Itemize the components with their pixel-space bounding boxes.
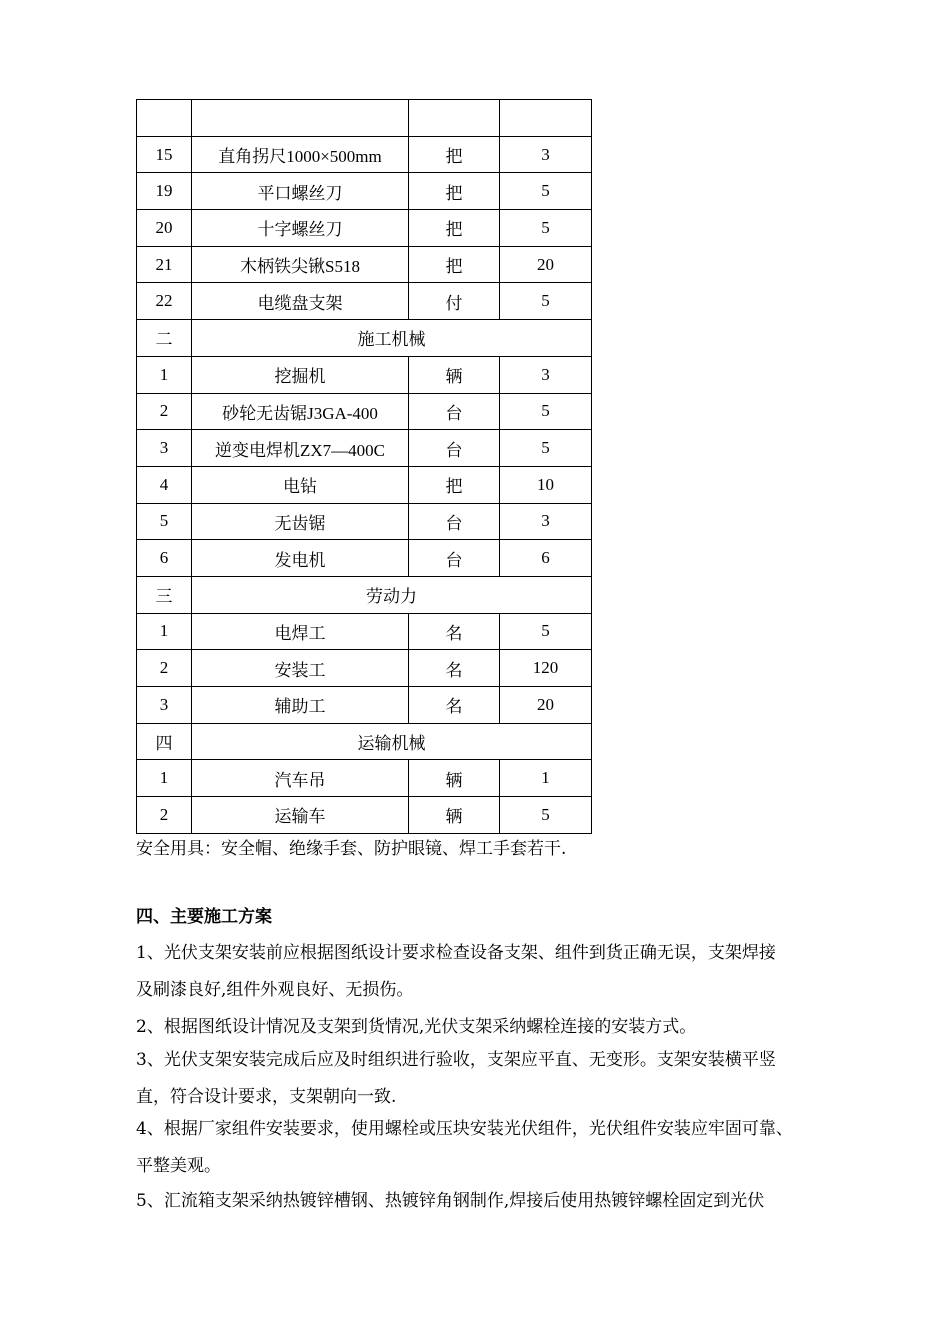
cell-name: 挖掘机 <box>192 356 409 393</box>
cell-no: 4 <box>137 466 192 503</box>
table-row <box>137 687 592 724</box>
safety-note: 安全用具：安全帽、绝缘手套、防护眼镜、焊工手套若干. <box>136 839 567 859</box>
table-section-row <box>137 576 592 613</box>
cell-qty: 10 <box>500 466 592 503</box>
cell-no: 四 <box>137 723 192 760</box>
cell-no: 3 <box>137 430 192 467</box>
cell-no: 21 <box>137 246 192 283</box>
cell-no <box>137 100 192 137</box>
cell-name: 汽车吊 <box>192 760 409 797</box>
table-row <box>137 760 592 797</box>
cell-qty: 5 <box>500 173 592 210</box>
cell-no: 3 <box>137 687 192 724</box>
cell-unit: 把 <box>409 136 500 173</box>
cell-no: 19 <box>137 173 192 210</box>
table-row <box>137 650 592 687</box>
table-row <box>137 173 592 210</box>
cell-no: 1 <box>137 613 192 650</box>
table-row <box>137 466 592 503</box>
table-section-row <box>137 320 592 357</box>
cell-no: 2 <box>137 797 192 834</box>
cell-unit: 台 <box>409 540 500 577</box>
cell-name: 辅助工 <box>192 687 409 724</box>
cell-name: 电钻 <box>192 466 409 503</box>
cell-name: 无齿锯 <box>192 503 409 540</box>
cell-qty: 3 <box>500 136 592 173</box>
table-row <box>137 136 592 173</box>
cell-no: 二 <box>137 320 192 357</box>
table-row <box>137 100 592 137</box>
section-heading: 四、主要施工方案 <box>136 907 272 927</box>
equipment-table-body <box>137 100 592 834</box>
paragraph-line: 4、根据厂家组件安装要求，使用螺栓或压块安装光伏组件，光伏组件安装应牢固可靠、 <box>136 1119 793 1139</box>
cell-qty: 5 <box>500 430 592 467</box>
cell-no: 22 <box>137 283 192 320</box>
cell-qty: 5 <box>500 210 592 247</box>
cell-name: 十字螺丝刀 <box>192 210 409 247</box>
table-row <box>137 210 592 247</box>
cell-qty: 120 <box>500 650 592 687</box>
table-row <box>137 613 592 650</box>
paragraph-line: 平整美观。 <box>136 1156 221 1176</box>
cell-name: 直角拐尺1000×500mm <box>192 136 409 173</box>
cell-name: 逆变电焊机ZX7—400C <box>192 430 409 467</box>
cell-unit: 把 <box>409 173 500 210</box>
cell-qty: 3 <box>500 503 592 540</box>
cell-qty: 20 <box>500 687 592 724</box>
cell-no: 1 <box>137 356 192 393</box>
cell-unit: 台 <box>409 503 500 540</box>
cell-name: 安装工 <box>192 650 409 687</box>
cell-section-title: 施工机械 <box>192 320 592 357</box>
cell-unit: 把 <box>409 246 500 283</box>
cell-unit: 把 <box>409 210 500 247</box>
cell-unit: 名 <box>409 650 500 687</box>
table-row <box>137 430 592 467</box>
cell-qty: 3 <box>500 356 592 393</box>
cell-no: 2 <box>137 393 192 430</box>
cell-unit: 付 <box>409 283 500 320</box>
cell-qty: 5 <box>500 613 592 650</box>
cell-name: 平口螺丝刀 <box>192 173 409 210</box>
cell-unit: 辆 <box>409 797 500 834</box>
cell-qty <box>500 100 592 137</box>
table-row <box>137 797 592 834</box>
cell-qty: 6 <box>500 540 592 577</box>
cell-name: 运输车 <box>192 797 409 834</box>
table-row <box>137 356 592 393</box>
table-section-row <box>137 723 592 760</box>
cell-no: 6 <box>137 540 192 577</box>
cell-name: 木柄铁尖锹S518 <box>192 246 409 283</box>
paragraph-line: 直，符合设计要求，支架朝向一致. <box>136 1087 397 1107</box>
cell-no: 15 <box>137 136 192 173</box>
cell-unit: 辆 <box>409 760 500 797</box>
equipment-table <box>136 99 592 834</box>
cell-name: 砂轮无齿锯J3GA-400 <box>192 393 409 430</box>
cell-no: 20 <box>137 210 192 247</box>
cell-name: 发电机 <box>192 540 409 577</box>
cell-qty: 5 <box>500 797 592 834</box>
cell-unit: 名 <box>409 613 500 650</box>
cell-section-title: 劳动力 <box>192 576 592 613</box>
cell-name: 电焊工 <box>192 613 409 650</box>
cell-name <box>192 100 409 137</box>
cell-qty: 5 <box>500 283 592 320</box>
cell-unit: 台 <box>409 393 500 430</box>
cell-qty: 20 <box>500 246 592 283</box>
paragraph-line: 3、光伏支架安装完成后应及时组织进行验收，支架应平直、无变形。支架安装横平竖 <box>136 1050 776 1070</box>
cell-name: 电缆盘支架 <box>192 283 409 320</box>
paragraph-line: 5、汇流箱支架采纳热镀锌槽钢、热镀锌角钢制作,焊接后使用热镀锌螺栓固定到光伏 <box>136 1191 765 1211</box>
table-row <box>137 283 592 320</box>
table-row <box>137 503 592 540</box>
cell-unit: 名 <box>409 687 500 724</box>
cell-unit: 辆 <box>409 356 500 393</box>
table-row <box>137 393 592 430</box>
cell-no: 三 <box>137 576 192 613</box>
paragraph-line: 及刷漆良好,组件外观良好、无损伤。 <box>136 980 414 1000</box>
cell-no: 5 <box>137 503 192 540</box>
paragraph-line: 1、光伏支架安装前应根据图纸设计要求检查设备支架、组件到货正确无误，支架焊接 <box>136 943 776 963</box>
cell-unit <box>409 100 500 137</box>
cell-section-title: 运输机械 <box>192 723 592 760</box>
cell-no: 2 <box>137 650 192 687</box>
cell-unit: 台 <box>409 430 500 467</box>
cell-qty: 5 <box>500 393 592 430</box>
cell-no: 1 <box>137 760 192 797</box>
paragraph-line: 2、根据图纸设计情况及支架到货情况,光伏支架采纳螺栓连接的安装方式。 <box>136 1017 697 1037</box>
table-row <box>137 540 592 577</box>
table-row <box>137 246 592 283</box>
cell-qty: 1 <box>500 760 592 797</box>
cell-unit: 把 <box>409 466 500 503</box>
